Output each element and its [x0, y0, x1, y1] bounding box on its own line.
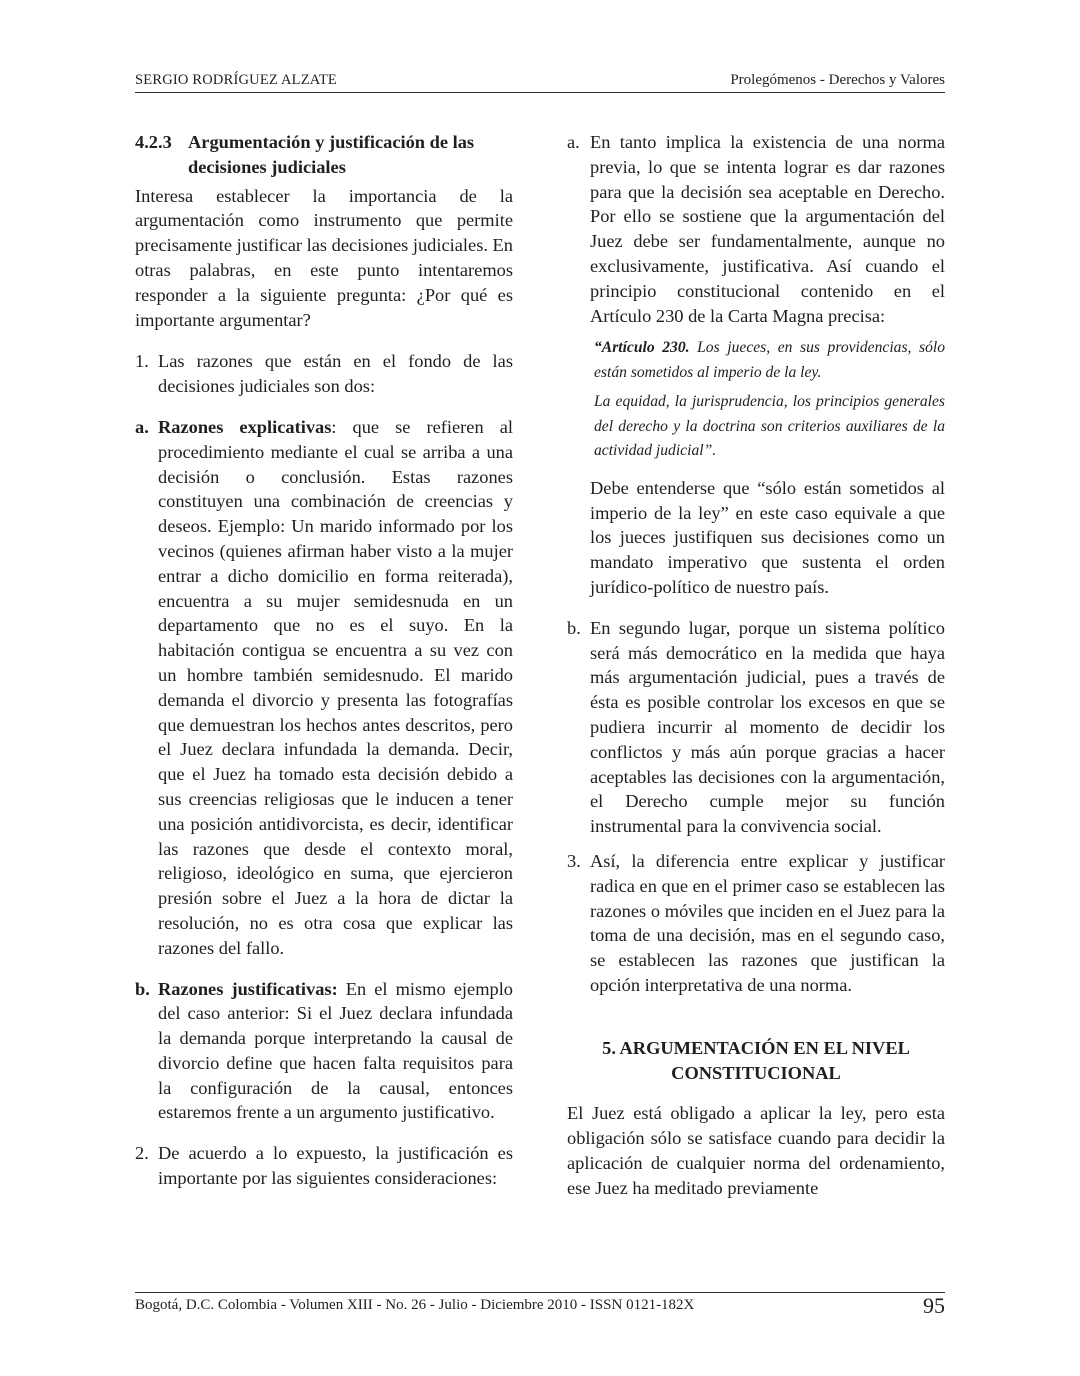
footer-citation: Bogotá, D.C. Colombia - Volumen XIII - No. 26 - Julio - Diciembre 2010 - ISSN 0121-182X [135, 1297, 695, 1313]
list-marker: b. [567, 617, 581, 638]
list-item-3 [567, 849, 945, 998]
list-item-text: Las razones que están en el fondo de las decisiones judiciales son dos: [158, 351, 513, 397]
right-column [567, 130, 945, 1201]
section-number: 4.2.3 [135, 132, 172, 152]
list-item-body [590, 130, 945, 600]
term-explanation: : que se refieren al procedimiento mediante el cual se arriba a una decisión o conclusión. Estas razones constituyen una combinación de creencias y deseos. Ejemplo: Un marido informado por los vecinos (quienes afirman haber visto a la mujer entrar a dicho domicilio en forma reiterada), encuentra a su mujer semidesnuda en un departamento que no es el suyo. En la habitación contigua se encuentra a su vez con un hombre también semidesnudo. El marido demanda el divorcio y presenta las fotografías que demuestran los hechos antes descritos, pero el Juez declara infundada la demanda. Decir, que el Juez ha tomado esta decisión debido a sus creencias religiosas que le inducen a tener una posición antidivorcista, es decir, identificar las razones que desde el contexto moral, religioso, ideológico en suma, que ejercieron presión sobre el Juez a la hora de dictar la resolución, no es otra cosa que explicar las razones del fallo. [158, 416, 513, 958]
section-intro-paragraph: Interesa establecer la importancia de la argumentación como instrumento que permite precisamente justificar las decisiones judiciales. En otras palabras, en este punto intentaremos responder a la siguiente pregunta: ¿Por qué es importante argumentar? [135, 185, 513, 330]
list-marker: 2. [135, 1143, 149, 1164]
list-item-text: En segundo lugar, porque un sistema político será más democrático en la medida que haya más argumentación judicial, pues a través de ésta es posible controlar los excesos en que se pudiera incurrir al momento de decidir los conflictos y más aún porque gracias a hacer aceptables las decisiones con la argumentación, el Derecho cumple mejor su función instrumental para la convivencia social. [590, 617, 945, 837]
constitutional-quote [594, 336, 945, 464]
term-explanation: En el mismo ejemplo del caso anterior: Si el Juez declara infundada la demanda porque interpretando la causal de divorcio define que hacen falta requisitos para la configuración de la causal, entonces estaremos frente a un argumento justificativo. [158, 978, 513, 1123]
header-author: SERGIO RODRÍGUEZ ALZATE [135, 72, 337, 88]
section-heading-4-2-3 [135, 130, 513, 180]
list-marker: a. [135, 416, 149, 437]
section-title: Argumentación y justificación de las decisiones judiciales [188, 132, 475, 177]
list-item-a-explicativas [135, 415, 513, 961]
quote-first-paragraph [594, 336, 945, 385]
section-title-line-2: CONSTITUCIONAL [671, 1062, 841, 1083]
list-marker: 1. [135, 351, 149, 372]
quote-article-label: “Artículo 230. [594, 339, 690, 357]
term-bold: Razones justificativas: [158, 978, 338, 999]
footer-rule [135, 1292, 945, 1293]
quote-line-2: La equidad, la jurisprudencia, los principios generales del derecho y la doctrina son criterios auxiliares de la actividad judicial”. [594, 393, 945, 460]
section-heading-5 [567, 1036, 945, 1086]
page-number: 95 [923, 1293, 945, 1318]
section-title-line-1: 5. ARGUMENTACIÓN EN EL NIVEL [602, 1037, 910, 1058]
left-column [135, 130, 513, 1191]
header-rule [135, 92, 945, 93]
list-marker: b. [135, 978, 150, 999]
list-item-a-norma-previa [567, 130, 945, 600]
after-quote-paragraph: Debe entenderse que “sólo están sometidos al imperio de la ley” en este caso equivale a que los jueces justifiquen sus decisiones como un mandato imperativo que sustenta el orden jurídico-político de nuestro país. [590, 477, 945, 598]
list-item-b-democratico [567, 616, 945, 839]
quote-line-1: Los jueces, en sus providencias, sólo están sometidos al imperio de la ley. [594, 339, 946, 381]
header-journal: Prolegómenos - Derechos y Valores [730, 72, 945, 88]
section-5-paragraph: El Juez está obligado a aplicar la ley, pero esta obligación sólo se satisface cuando para decidir la aplicación de cualquier norma del ordenamiento, ese Juez ha meditado previamente [567, 1103, 945, 1198]
list-item-text [158, 977, 513, 1126]
list-marker: 3. [567, 851, 581, 872]
list-item-1 [135, 349, 513, 399]
list-item-text [158, 415, 513, 961]
running-header [135, 72, 945, 94]
list-item-text: En tanto implica la existencia de una norma previa, lo que se intenta lograr es dar razones para que la decisión sea aceptable en Derecho. Por ello se sostiene que la argumentación del Juez debe ser fundamentalmente, aunque no exclusivamente, justificativa. Así cuando el principio constitucional contenido en el Artículo 230 de la Carta Magna precisa: [590, 132, 945, 326]
list-item-2 [135, 1141, 513, 1191]
term-bold: Razones explicativas [158, 416, 332, 437]
list-item-b-justificativas [135, 977, 513, 1126]
list-item-text: De acuerdo a lo expuesto, la justificación es importante por las siguientes consideraciones: [158, 1143, 513, 1189]
list-item-text: Así, la diferencia entre explicar y justificar radica en que en el primer caso se establecen las razones o móviles que inciden en el Juez para la toma de una decisión, mas en el segundo caso, se establecen las razones que justifican la opción interpretativa de una norma. [590, 851, 945, 996]
list-marker: a. [567, 132, 580, 152]
